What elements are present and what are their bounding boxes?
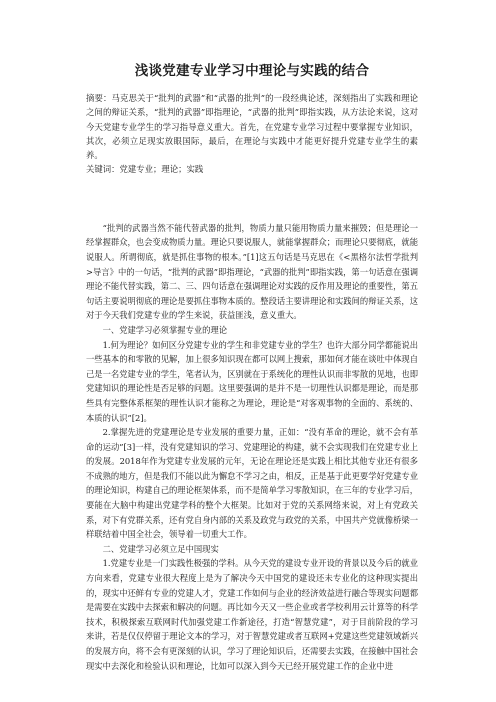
paragraph: 1.党建专业是一门实践性极强的学科。从今天党的建设专业开设的背景以及今后的就业方向来看，党建专业很大程度上是为了解决今天中国党的建设还未专业化的这种现实提出的，现实中还鲜有专业的党建人才，党建工作如何与企业的经济效益进行融合等现实问题都是需要在实践中去探索和解决的问题。再比如今天又一些企业或者学校利用云计算等的科学技术，积极探索互联网时代加强党建工作新途径，打造“智慧党建”，对于目前阶段的学习来讲，若是仅仅停留于理论文本的学习，对于智慧党建或者互联网+党建这些党建领域新兴的发展方向，将不会有更深刻的认识，学习了理论知识后，还需要去实践，在接触中国社会现实中去深化和检验认识和理论，比如可以深入到今天已经开展党建工作的企业中进 bbox=[86, 558, 418, 671]
section-heading: 一、党建学习必须掌握专业的理论 bbox=[102, 324, 228, 335]
article-body bbox=[86, 221, 418, 673]
document-title: 浅谈党建专业学习中理论与实践的结合 bbox=[134, 63, 370, 79]
paragraph: “批判的武器当然不能代替武器的批判，物质力量只能用物质力量来摧毁；但是理论一经掌握群众，也会变成物质力量。理论只要说服人，就能掌握群众；而理论只要彻底，就能说服人。所谓彻底，就是抓住事物的根本。”[1]这五句话是马克思在《<黑格尔法哲学批判>导言》中的一句话，“批判的武器”即指理论，“武器的批判”即指实践，第一句话意在强调理论不能代替实践，第二、三、四句话意在强调理论对实践的反作用及理论的重要性，第五句话主要说明彻底的理论是要抓住事物本质的。整段话主要讲理论和实践间的辩证关系，这对于今天我们党建专业的学生来说，获益匪浅，意义重大。 bbox=[86, 222, 418, 321]
paragraph: 2.掌握先进的党建理论是专业发展的重要力量，正如：“没有革命的理论，就不会有革命的运动”[3]一样，没有党建知识的学习、党建理论的构建，就不会实现我们在党建专业上的发展。2018年作为党建专业发展的元年，无论在理论还是实践上相比其他专业还有很多不成熟的地方，但是我们不能以此为懈怠不学习之由，相反，正是基于此更要学好党建专业的理论知识，构建自己的理论框架体系，而不是简单学习零散知识，在三年的专业学习后，要能在大脑中构建出党建学科的整个大框架。比如对于党的关系网络来说，对上有党政关系，对下有党群关系，还有党自身内部的关系及政党与政党的关系，中国共产党就像桥梁一样联结着中国全社会，领导着一切重大工作。 bbox=[86, 427, 418, 540]
paragraph: 1.何为理论？如何区分党建专业的学生和非党建专业的学生？也许大部分同学都能说出一些基本的和零散的见解，加上很多知识现在都可以网上搜索，那如何才能在谈吐中体现自己是一名党建专业的学生，笔者认为，区别就在于系统化的理性认识而非零散的见地，也即党建知识的理论性是否足够的问题。这里要强调的是并不是一切理性认识都是理论，而是那些具有完整体系框架的理性认识才能称之为理论，理论是“对客观事物的全面的、系统的、本质的认识”[2]。 bbox=[86, 339, 418, 423]
keywords: 关键词：党建专业；理论；实践 bbox=[86, 164, 204, 175]
section-heading: 二、党建学习必须立足中国现实 bbox=[102, 543, 219, 554]
spacer bbox=[86, 177, 418, 221]
abstract: 摘要：马克思关于“批判的武器”和“武器的批判”的一段经典论述，深刻指出了实践和理论之间的辩证关系，“批判的武器”即指理论，“武器的批判”即指实践，从方法论来说，这对今天党建专业学生的学习指导意义重大。首先，在党建专业学习过程中要掌握专业知识，其次，必须立足现实放眼国际，最后，在理论与实践中才能更好提升党建专业学生的素养。 bbox=[86, 93, 418, 161]
